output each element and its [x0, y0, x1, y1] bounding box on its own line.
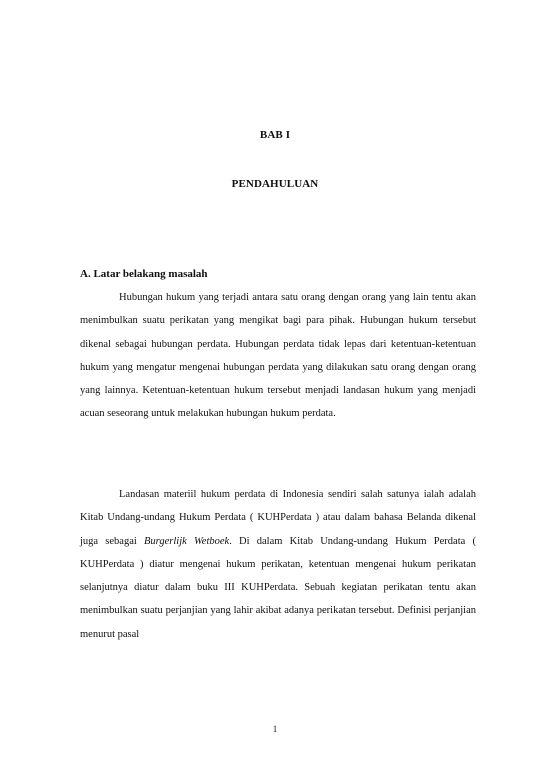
body-paragraph-2 [80, 483, 476, 646]
paragraph-2-text-start: Landasan materiil hukum perdata di Indonesia sendiri salah satunya ialah adalah Kitab Undang-undang Hukum Perdata ( KUHPerdata ) atau dalam bahasa Belanda dikenal juga sebagai [80, 489, 476, 547]
page-number: 1 [272, 724, 278, 734]
chapter-title: PENDAHULUAN [231, 178, 319, 190]
paragraph-2-text-end: . Di dalam Kitab Undang-undang Hukum Perdata ( KUHPerdata ) diatur mengenai hukum perikatan, ketentuan mengenai hukum perikatan selanjutnya diatur dalam buku III KUHPerdata. Sebuah kegiatan perikatan tentu akan menimbulkan suatu perjanjian yang lahir akibat adanya perikatan tersebut. Definisi perjanjian menurut pasal [80, 535, 477, 640]
section-heading: A. Latar belakang masalah [80, 268, 208, 280]
body-paragraph-1: Hubungan hukum yang terjadi antara satu orang dengan orang yang lain tentu akan menimbulkan suatu perikatan yang mengikat bagi para pihak. Hubungan hukum tersebut dikenal sebagai hubungan perdata. Hubungan perdata tidak lepas dari ketentuan-ketentuan hukum yang mengatur mengenai hubungan perdata yang dilakukan satu orang dengan orang yang lainnya. Ketentuan-ketentuan hukum tersebut menjadi landasan hukum yang menjadi acuan seseorang untuk melakukan hubungan hukum perdata. [80, 292, 476, 420]
italic-term: Burgerlijk Wetboek [144, 535, 230, 547]
chapter-label: BAB I [259, 129, 291, 141]
